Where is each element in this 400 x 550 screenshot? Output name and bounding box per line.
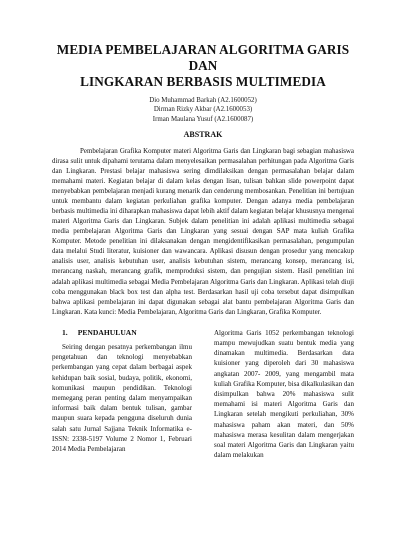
left-column-text: Seiring dengan pesatnya perkembangan ilmu pengetahuan dan teknologi menyebabkan perkembangan yang cepat dalam berbagai aspek kehidupan baik sosial, budaya, politik, ekonomi, komunikasi maupun pendidikan. Teknologi memegang peran penting dalam menyampaikan informasi baik dalam bentuk tulisan, gambar maupun suara kepada pengguna diseluruh dunia salah satu Jurnal Sajjana Teknik Informatika e-ISSN: 2338-5197 Volume 2 Nomor 1, Februari 2014 Media Pembelajaran <box>52 342 192 453</box>
abstract-heading: ABSTRAK <box>183 129 223 139</box>
author-3: Irman Maulana Yusuf (A2.1600087) <box>152 115 254 123</box>
author-1: Dio Muhammad Barkah (A2.1600052) <box>149 97 257 104</box>
paper-title <box>52 42 354 90</box>
title-line-1: MEDIA PEMBELAJARAN ALGORITMA GARIS DAN <box>56 42 350 73</box>
author-list <box>52 96 354 124</box>
left-column <box>52 328 192 461</box>
section-number: 1. <box>62 327 68 337</box>
section-title: PENDAHULUAN <box>77 327 137 337</box>
section-heading <box>52 328 192 338</box>
title-line-2: LINGKARAN BERBASIS MULTIMEDIA <box>80 74 326 89</box>
abstract-section <box>52 146 354 317</box>
body-columns <box>52 328 354 461</box>
right-column <box>214 328 354 461</box>
abstract-text: Pembelajaran Grafika Komputer materi Algoritma Garis dan Lingkaran bagi sebagian mahasiswa dirasa sulit untuk dipahami terutama dalam menyelesaikan permasalahan perhitungan pada Algoritma Garis dan Lingkaran. Prestasi belajar mahasiswa sering dimdilaksikan dengan permasalahan belajar dalam memahami materi. Kegiatan belajar di dalam kelas dengan lisan, tulisan bahkan slide powerpoint dapat menyebabkan pembelajaran menjadi kurang menarik dan cenderung membosankan. Penelitian ini bertujuan untuk membantu dalam kegiatan perkuliahan grafika komputer. Dengan adanya media pembelajaran berbasis multimedia ini diharapkan mahasiswa dapat lebih aktif dalam kegiatan belajar khususnya mengenai materi Algoritma Garis dan Lingkaran. Subjek dalam penelitian ini adalah aplikasi multimedia sebagai media pembelajaran Algoritma Garis dan Lingkaran yang sesuai dengan SAP mata kuliah Grafika Komputer. Metode penelitian ini dilaksanakan dengan mengidentifikasikan permasalahan, pengumpulan data melalui Studi literatur, kuisioner dan wawancara. Aplikasi disusun dengan prosedur yang mencakup analisis user, analisis kebutuhan user, analisis kebutuhan sistem, merancang konsep, merancang isi, merancang naskah, merancang grafik, memproduksi sistem, dan pengujian sistem. Hasil penelitian ini adalah aplikasi multimedia sebagai Media Pembelajaran Algoritma Garis dan Lingkaran. Aplikasi telah diuji coba menggunakan black box test dan alpha test. Berdasarkan hasil uji coba tersebut dapat disimpulkan bahwa aplikasi pembelajaran ini dapat digunakan sebagai alat bantu pembelajaran Algoritma Garis dan Lingkaran. Kata kunci: Media Pembelajaran, Algoritma Garis dan Lingkaran, Grafika Komputer. <box>52 146 354 316</box>
right-column-text: Algoritma Garis 1052 perkembangan teknologi mampu mewujudkan suatu bentuk media yang dinamakan multimedia. Berdasarkan data kuisioner yang diperoleh dari 30 mahasiswa angkatan 2007- 2009, yang mengambil mata kuliah Grafika Komputer, bisa dikalkulasikan dan disimpulkan bahwa 20% mahasiswa sulit memahami isi materi Algoritma Garis dan Lingkaran setelah mengikuti perkuliahan, 30% mahasiswa paham akan materi, dan 50% mahasiswa merasa kesulitan dalam mengerjakan soal materi Algoritma Garis dan Lingkaran yaitu dalam melakukan <box>214 328 354 460</box>
author-2: Dirman Rizky Akbar (A2.1600053) <box>153 106 253 114</box>
